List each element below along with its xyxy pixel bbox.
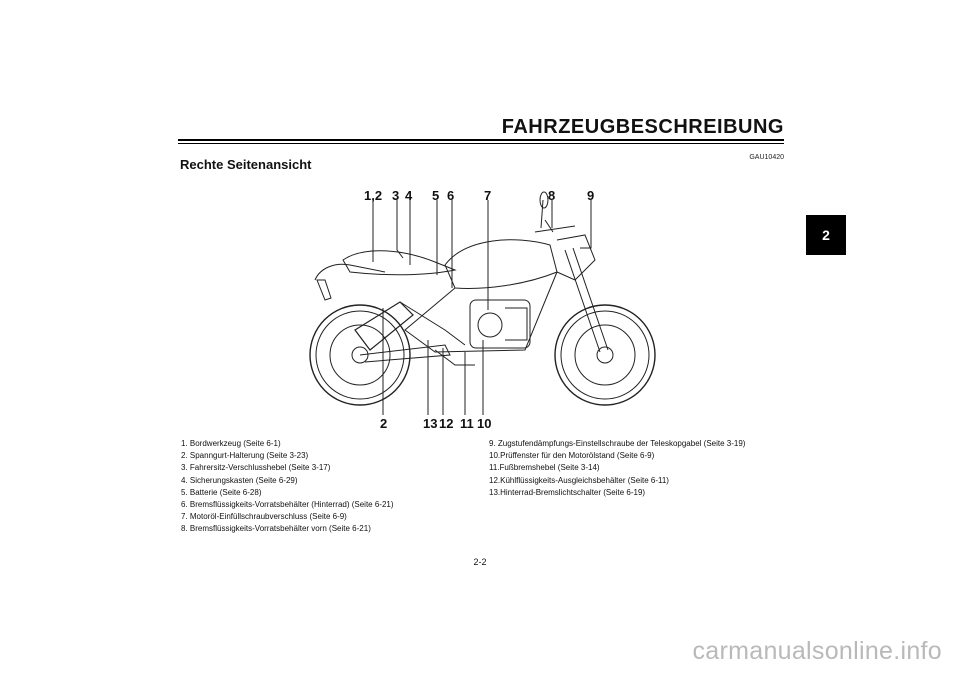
callout-9: 9 [587,188,595,203]
legend-item: 5. Batterie (Seite 6-28) [181,487,262,497]
legend-item: 7. Motoröl-Einfüllschraubverschluss (Seite 6-9) [181,512,347,522]
callout-11: 11 [460,416,474,431]
callout-4: 4 [405,188,413,203]
callout-3: 3 [392,188,400,203]
callout-12: 12 [439,416,454,431]
callout-10: 10 [477,416,492,431]
legend-item: 6. Bremsflüssigkeits-Vorratsbehälter (Hinterrad) (Seite 6-21) [181,500,394,510]
callout-1-2: 1,2 [364,188,383,203]
legend-left [181,438,471,536]
legend-right [489,438,789,499]
legend-item: 1. Bordwerkzeug (Seite 6-1) [181,439,281,448]
legend-item: 12.Kühlflüssigkeits-Ausgleichsbehälter (Seite 6-11) [489,475,669,485]
page-number: 2-2 [473,557,487,567]
legend-item: 11.Fußbremshebel (Seite 3-14) [489,463,600,473]
header-rule [178,139,784,141]
page-title: FAHRZEUGBESCHREIBUNG [501,116,784,138]
motorcycle-illustration [295,180,670,430]
callout-2-bottom: 2 [380,416,388,431]
section-title: Rechte Seitenansicht [180,157,312,172]
legend-item: 2. Spanngurt-Halterung (Seite 3-23) [181,451,309,461]
legend-item: 13.Hinterrad-Bremslichtschalter (Seite 6-19) [489,487,646,497]
watermark: carmanualsonline.info [692,637,942,665]
legend-item: 8. Bremsflüssigkeits-Vorratsbehälter vorn (Seite 6-21) [181,524,371,534]
legend-item: 4. Sicherungskasten (Seite 6-29) [181,475,298,485]
legend-item: 10.Prüffenster für den Motorölstand (Seite 6-9) [489,451,655,461]
callout-8: 8 [548,188,556,203]
legend-item: 9. Zugstufendämpfungs-Einstellschraube der Teleskopgabel (Seite 3-19) [489,439,746,448]
callout-13: 13 [423,416,438,431]
callout-6: 6 [447,188,455,203]
section-code: GAU10420 [749,154,784,161]
page-header [178,115,784,139]
chapter-tab: 2 [806,215,846,255]
legend-item: 3. Fahrersitz-Verschlusshebel (Seite 3-17) [181,463,331,473]
header-rule-thin [178,143,784,144]
callout-7: 7 [484,188,492,203]
callout-5: 5 [432,188,440,203]
